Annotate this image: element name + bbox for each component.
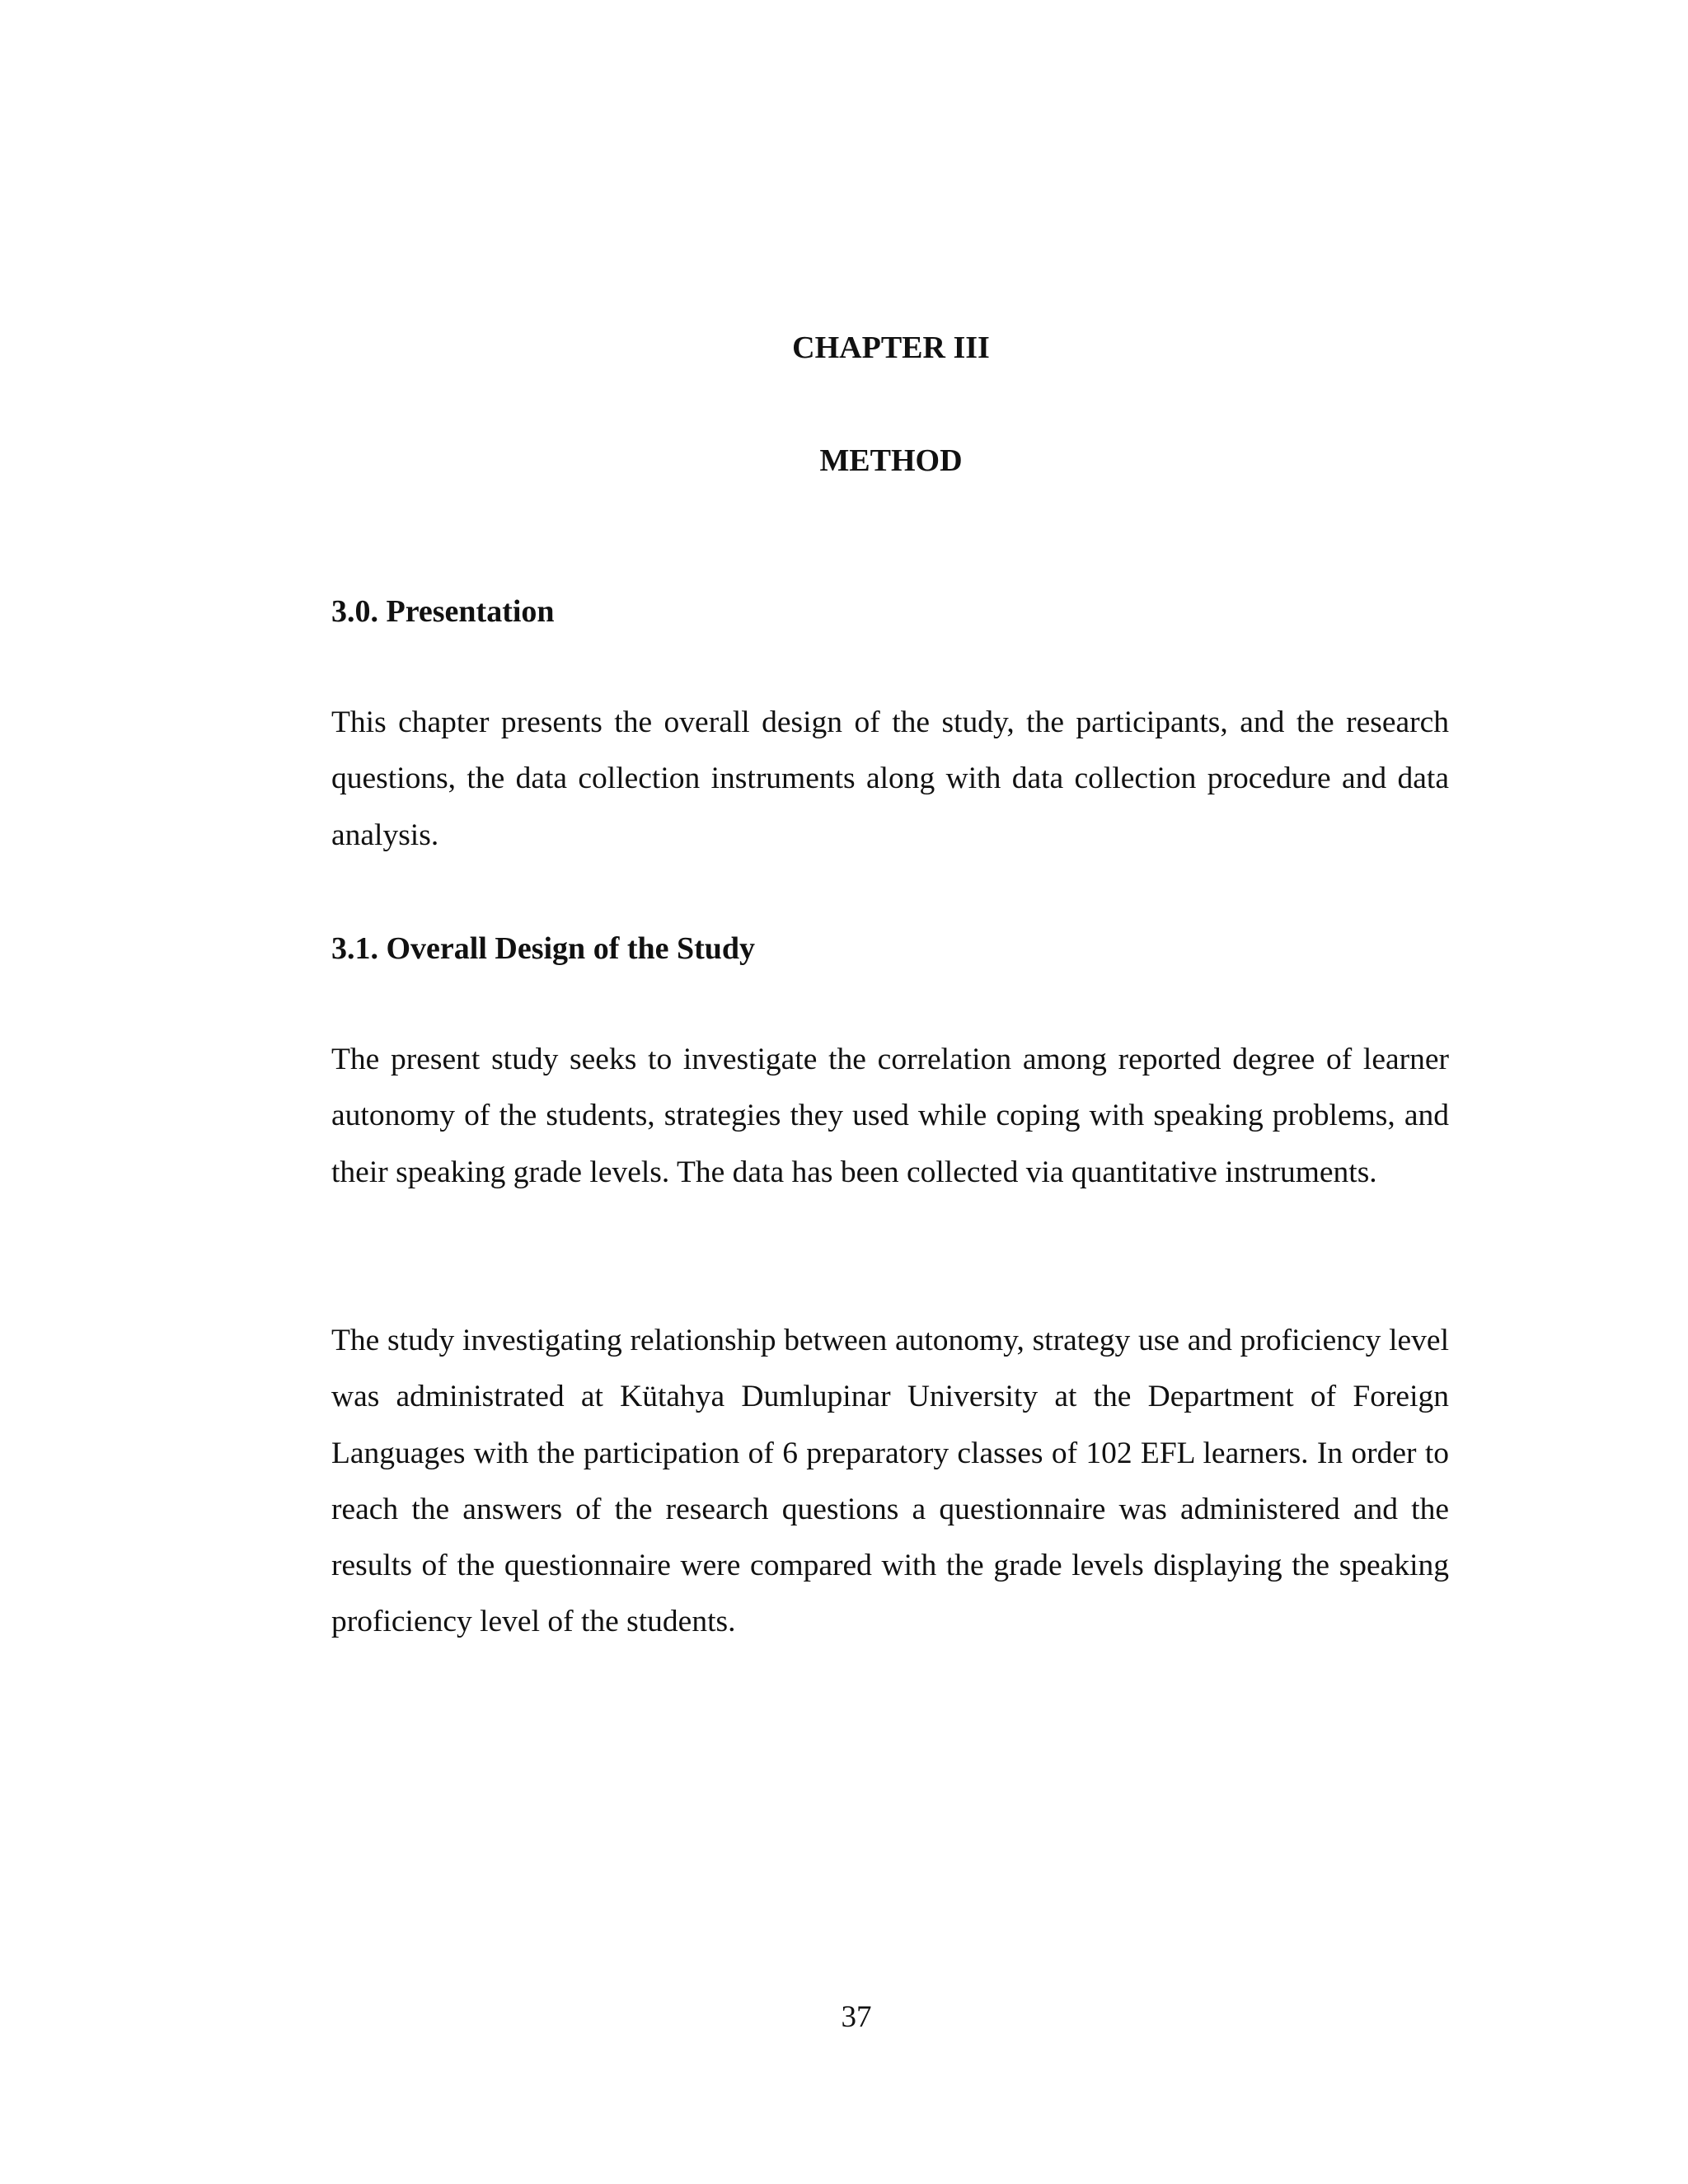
chapter-number: CHAPTER III: [792, 330, 990, 365]
paragraph-overall-design-1: The present study seeks to investigate the correlation among reported degree of learner autonomy of the students, strategies they used while coping with speaking problems, and their speaking grade levels. The data has been collected via quantitative instruments.: [331, 1043, 1449, 1189]
section-heading-presentation: 3.0. Presentation: [331, 594, 555, 629]
paragraph-presentation: This chapter presents the overall design of the study, the participants, and the research questions, the data collection instruments along with data collection procedure and data analysis.: [331, 705, 1449, 852]
section-heading-overall-design: 3.1. Overall Design of the Study: [331, 931, 756, 966]
paragraph-overall-design-2: The study investigating relationship between autonomy, strategy use and proficiency level was administrated at Kütahya Dumlupinar University at the Department of Foreign Languages with the participation of 6 preparatory classes of 102 EFL learners. In order to reach the answers of the research questions a questionnaire was administered and the results of the questionnaire were compared with the grade levels displaying the speaking proficiency level of the students.: [331, 1324, 1449, 1639]
page-number: 37: [841, 2000, 872, 2034]
chapter-title: METHOD: [819, 443, 963, 478]
